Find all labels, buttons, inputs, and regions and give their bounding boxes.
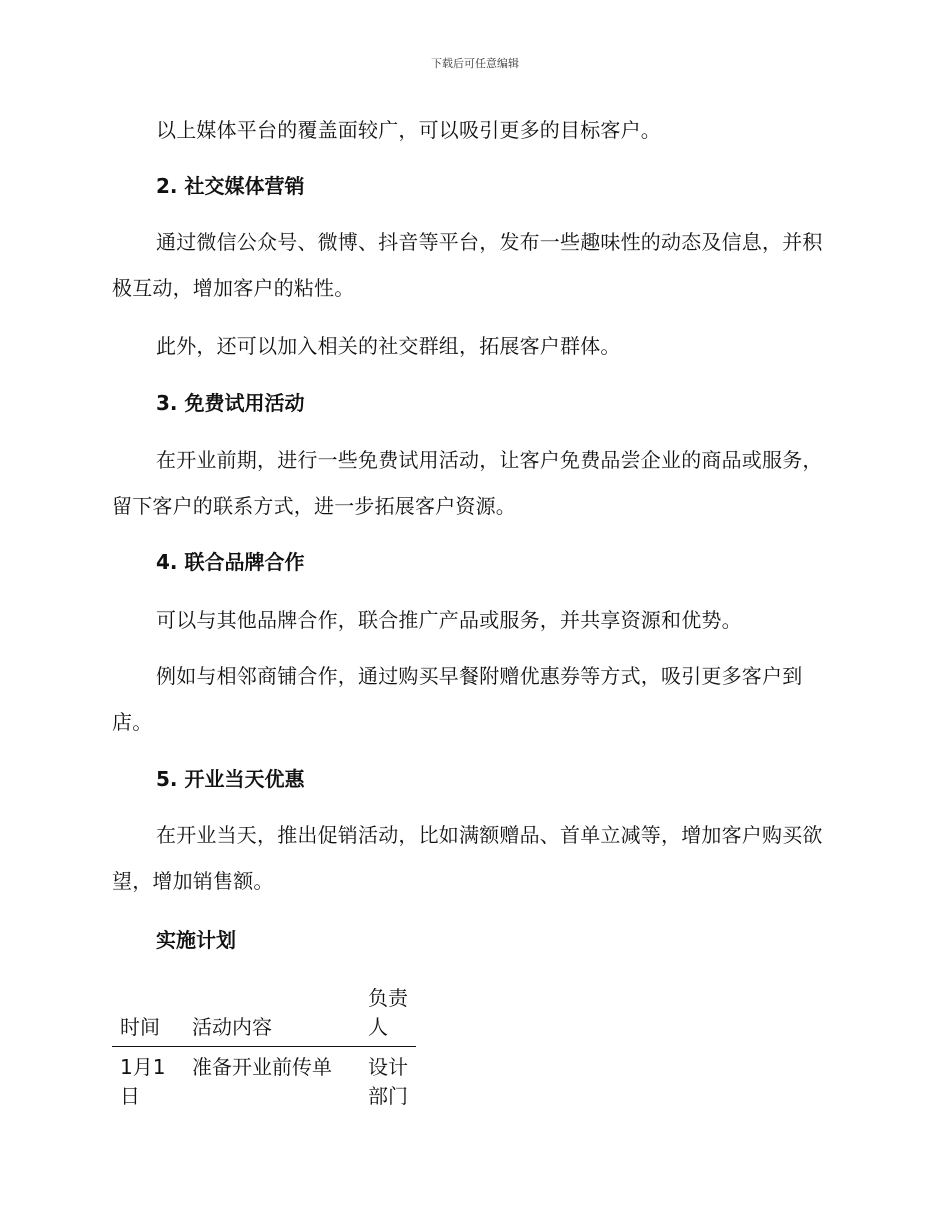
table-cell-activity: 准备开业前传单 (192, 1055, 332, 1079)
paragraph-neighbor-shops: 例如与相邻商铺合作，通过购买早餐附赠优惠券等方式，吸引更多客户到店。 (112, 664, 803, 734)
table-header-row (112, 982, 416, 1047)
paragraph-opening-day: 在开业当天，推出促销活动，比如满额赠品、首单立减等，增加客户购买欲望，增加销售额。 (112, 823, 823, 893)
paragraph-free-trial: 在开业前期，进行一些免费试用活动，让客户免费品尝企业的商品或服务，留下客户的联系方式，进一步拓展客户资源。 (112, 448, 823, 518)
paragraph-social-groups: 此外，还可以加入相关的社交群组，拓展客户群体。 (156, 334, 621, 358)
section-heading-opening-day: 5. 开业当天优惠 (156, 767, 305, 791)
column-header-time: 时间 (112, 982, 184, 1047)
implementation-plan-table (112, 982, 416, 1113)
paragraph-media-coverage: 以上媒体平台的覆盖面较广，可以吸引更多的目标客户。 (156, 118, 661, 142)
section-heading-brand-cooperation: 4. 联合品牌合作 (156, 550, 305, 574)
section-heading-implementation-plan: 实施计划 (156, 928, 236, 952)
paragraph-brand-cooperation: 可以与其他品牌合作，联合推广产品或服务，并共享资源和优势。 (156, 608, 742, 632)
table-cell-time: 1月1日 (120, 1055, 166, 1108)
section-heading-social-media: 2. 社交媒体营销 (156, 174, 305, 198)
column-header-owner: 负责人 (360, 982, 416, 1047)
table-cell-owner: 设计部门 (368, 1055, 408, 1108)
page-header: 下载后可任意编辑 (431, 57, 519, 70)
column-header-activity: 活动内容 (184, 982, 360, 1047)
table-row (112, 1047, 416, 1114)
section-heading-free-trial: 3. 免费试用活动 (156, 391, 305, 415)
paragraph-social-platforms: 通过微信公众号、微博、抖音等平台，发布一些趣味性的动态及信息，并积极互动，增加客户的粘性。 (112, 230, 823, 300)
